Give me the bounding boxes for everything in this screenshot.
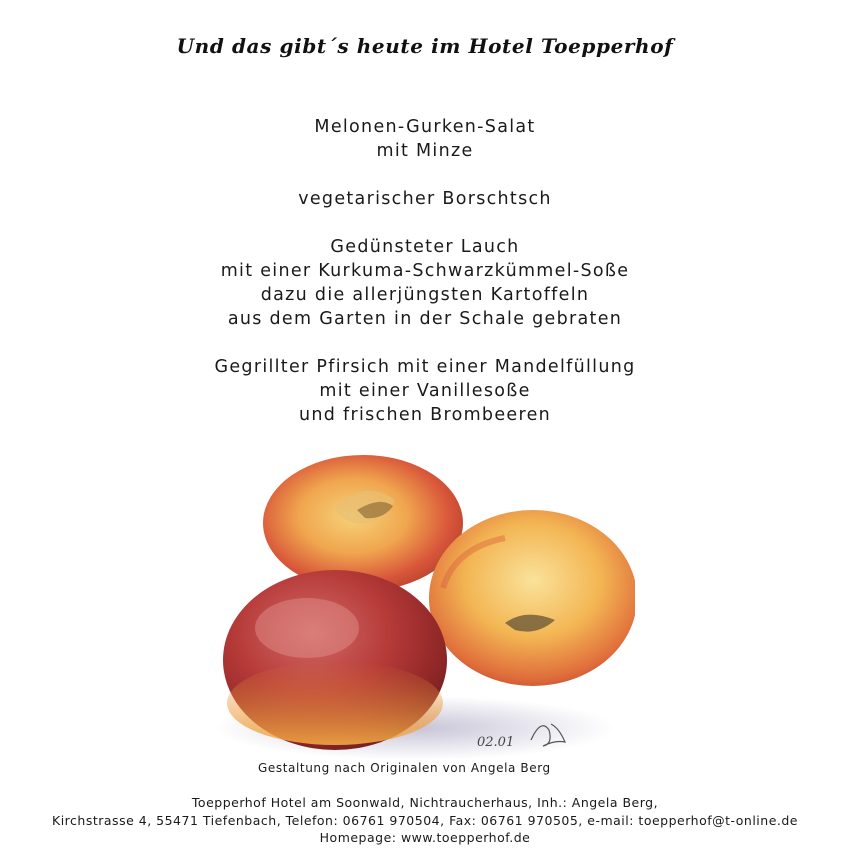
svg-text:02.01: 02.01	[477, 735, 515, 750]
course-soup	[0, 187, 850, 211]
course-line: Gegrillter Pfirsich mit einer Mandelfüllung	[214, 357, 636, 377]
course-main	[0, 235, 850, 331]
course-starter	[0, 115, 850, 163]
course-line: Gedünsteter Lauch	[330, 237, 520, 257]
course-line: mit einer Vanillesoße	[319, 381, 531, 401]
course-dessert	[0, 355, 850, 427]
course-line: Melonen-Gurken-Salat	[314, 117, 536, 137]
course-line: mit einer Kurkuma-Schwarzkümmel-Soße	[220, 261, 630, 281]
footer-line: Kirchstrasse 4, 55471 Tiefenbach, Telefon: 06761 970504, Fax: 06761 970505, e-mail: toepperhof@t-online.de	[52, 812, 798, 828]
footer-line: Homepage: www.toepperhof.de	[319, 830, 531, 845]
peach-top	[263, 455, 463, 591]
peaches-illustration	[215, 448, 635, 768]
illustration-credit: Gestaltung nach Originalen von Angela Berg	[258, 761, 551, 775]
page-title: Und das gibt´s heute im Hotel Toepperhof	[176, 34, 674, 58]
footer	[0, 794, 850, 847]
menu	[0, 115, 850, 451]
peach-right	[429, 510, 635, 686]
course-line: aus dem Garten in der Schale gebraten	[227, 309, 623, 329]
footer-line: Toepperhof Hotel am Soonwald, Nichtraucherhaus, Inh.: Angela Berg,	[191, 795, 659, 810]
peach-left	[223, 570, 447, 750]
course-line: mit Minze	[376, 141, 474, 161]
course-line: vegetarischer Borschtsch	[298, 189, 552, 209]
course-line: dazu die allerjüngsten Kartoffeln	[260, 285, 590, 305]
course-line: und frischen Brombeeren	[298, 405, 552, 425]
